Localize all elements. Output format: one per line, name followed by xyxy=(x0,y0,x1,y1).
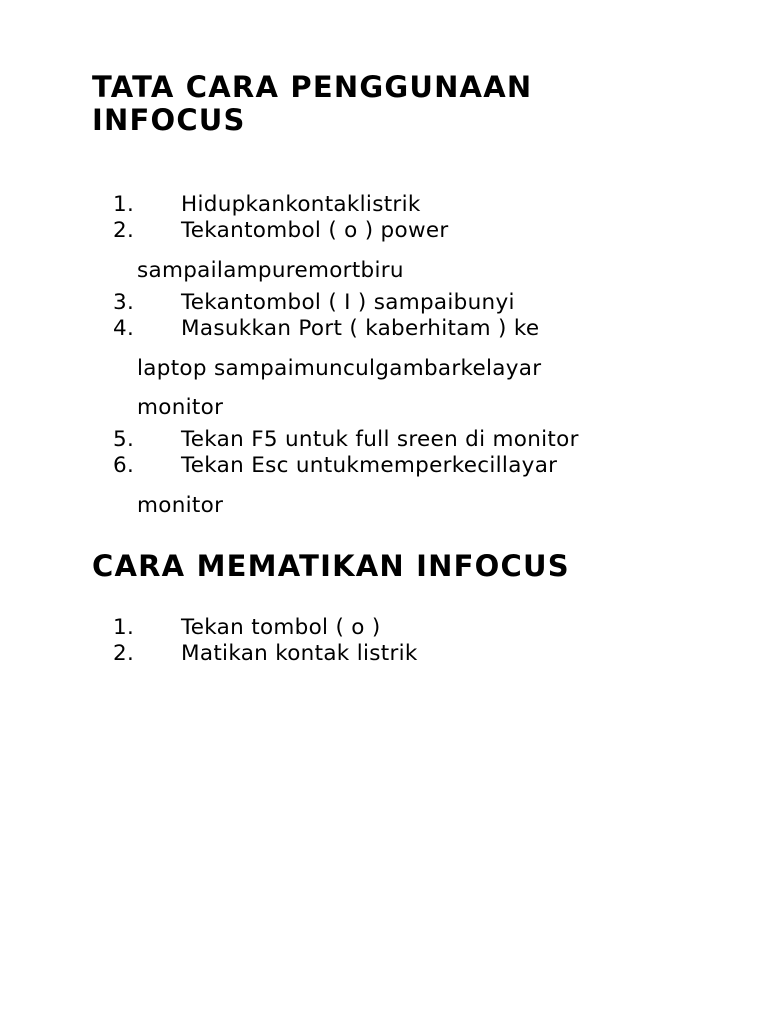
list-item-text: Tekantombol ( o ) power xyxy=(181,218,449,243)
list-item-continuation: monitor xyxy=(137,493,224,518)
page-title: TATA CARA PENGGUNAAN INFOCUS xyxy=(92,70,533,137)
list-item xyxy=(0,615,768,641)
list-item xyxy=(0,316,768,427)
list-item xyxy=(0,453,768,525)
list-item-number: 4. xyxy=(113,316,135,341)
list-item-number: 1. xyxy=(113,615,135,640)
list-item xyxy=(0,427,768,453)
list-item-text: Matikan kontak listrik xyxy=(181,641,418,666)
list-item-continuation: laptop sampaimunculgambarkelayar xyxy=(137,356,542,381)
list-item-number: 2. xyxy=(113,218,135,243)
list-item-number: 1. xyxy=(113,192,135,217)
usage-steps-list xyxy=(0,192,768,525)
list-item-number: 3. xyxy=(113,290,135,315)
list-item-text: Tekan F5 untuk full sreen di monitor xyxy=(181,427,579,452)
list-item-text: Masukkan Port ( kaberhitam ) ke xyxy=(181,316,540,341)
list-item-text: Tekantombol ( I ) sampaibunyi xyxy=(181,290,515,315)
section-title: CARA MEMATIKAN INFOCUS xyxy=(92,549,570,583)
list-item xyxy=(0,192,768,218)
shutdown-steps-list xyxy=(0,615,768,667)
list-item-number: 6. xyxy=(113,453,135,478)
list-item-text: Hidupkankontaklistrik xyxy=(181,192,421,217)
list-item-continuation: sampailampuremortbiru xyxy=(137,258,404,283)
list-item xyxy=(0,641,768,667)
list-item xyxy=(0,218,768,290)
list-item-number: 2. xyxy=(113,641,135,666)
list-item-text: Tekan Esc untukmemperkecillayar xyxy=(181,453,558,478)
list-item-number: 5. xyxy=(113,427,135,452)
list-item xyxy=(0,290,768,316)
list-item-text: Tekan tombol ( o ) xyxy=(181,615,381,640)
list-item-continuation: monitor xyxy=(137,395,224,420)
